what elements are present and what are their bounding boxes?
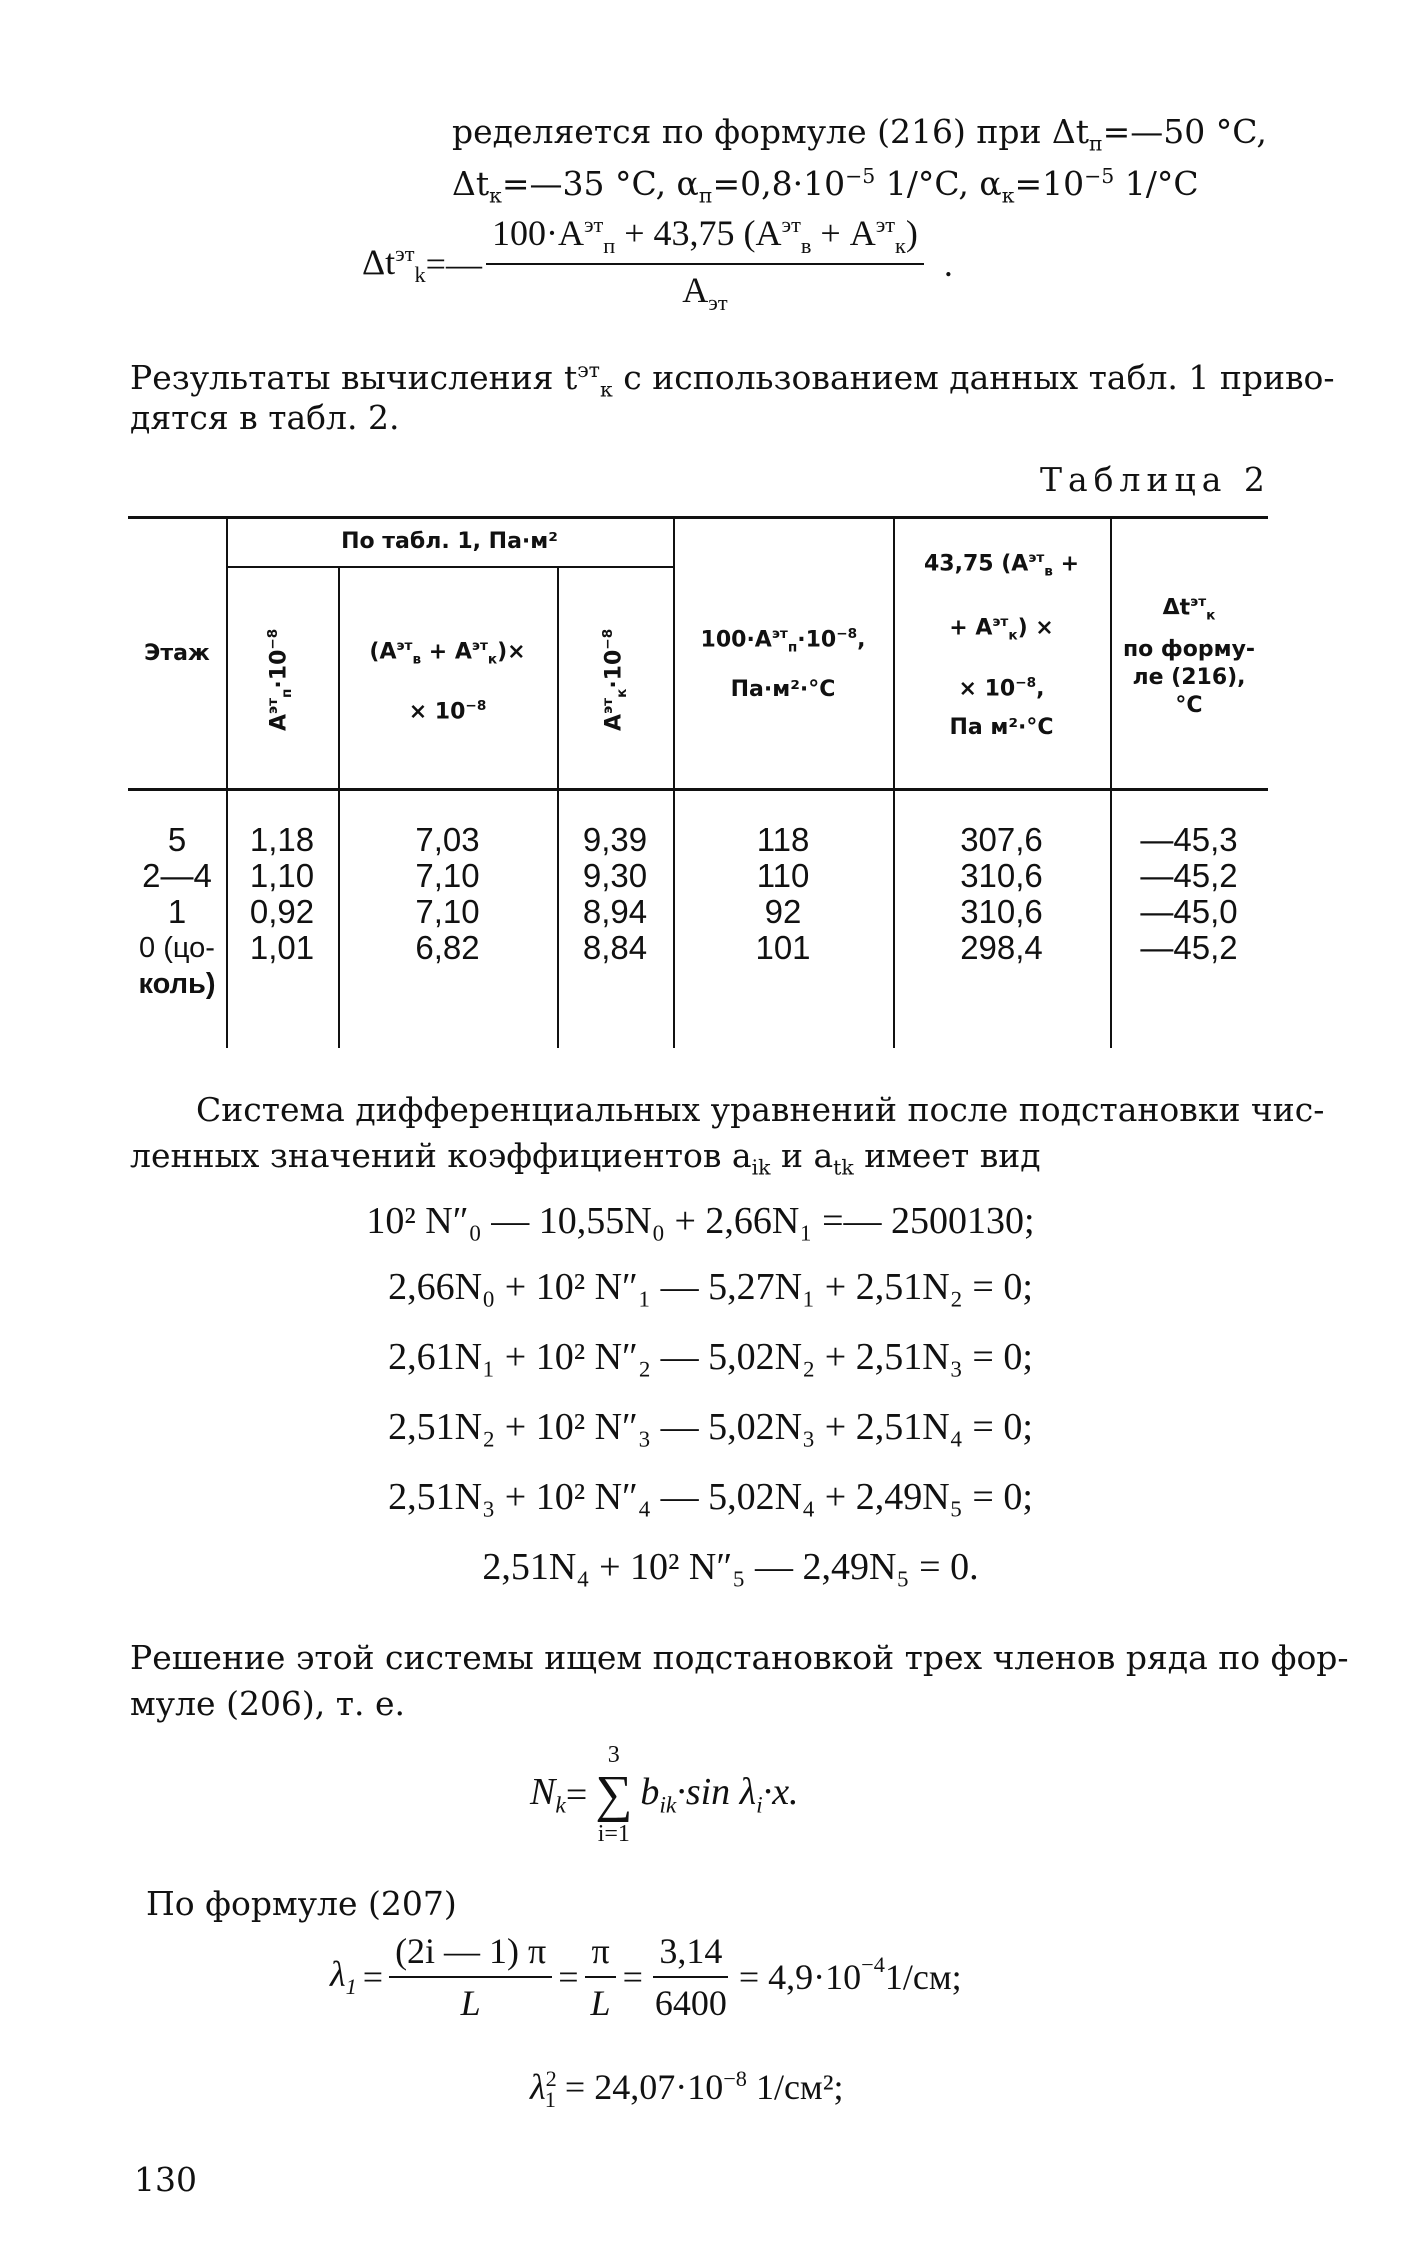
table-row-1-col4: 118 [756,821,810,858]
table-row-1-col3: 9,39 [582,821,648,858]
table-caption: Таблица 2 [1040,460,1271,499]
equation-4: 2,51N₂ + 10² N″₃ — 5,02N₃ + 2,51N₄ = 0; [388,1406,1033,1448]
system-paragraph-line-1: Система дифференциальных уравнений после подстановки чис- [196,1090,1325,1129]
table-row-3-col4: 92 [764,893,802,930]
table-row-4-col3: 8,84 [582,929,648,966]
table-row-2-col6: —45,2 [1140,857,1238,894]
main-formula-fraction: $\frac{100\cdot A^{эт}_п + 43,75 (A^{эт}_в + A^{эт}_к)}{A_{эт}}$ [486,212,924,316]
results-paragraph-line-2: дятся в табл. 2. [130,398,400,437]
table-row-4-col6: —45,2 [1140,929,1238,966]
table-row-4-col5: 298,4 [960,929,1043,966]
table-row-4-col2: 6,82 [415,929,480,966]
header-floor: Этаж [144,641,210,666]
intro-line-2: $\Delta t_к=—35$ °C, $\alpha_п=0,8\cdot 10^{-5}$ 1/°C, $\alpha_к=10^{-5}$ 1/°C [452,164,1199,208]
table-row-4-col1: 1,01 [249,929,315,966]
equation-6: 2,51N₄ + 10² N″₅ — 2,49N₅ = 0. [482,1546,979,1588]
sigma-symbol: 3 ∑ i=1 [595,1742,633,1847]
table-group-rule [226,566,674,568]
lambda1-fraction-1: $\frac{(2i — 1) \pi}{L}$ [389,1930,552,2024]
main-formula: $\Delta t^{эт}_k$ =— $\frac{100\cdot A^{эт}_п + 43,75 (A^{эт}_в + A^{эт}_к)}{A_{эт}}$ . [362,212,953,316]
table-row-1-col2: 7,03 [415,821,480,858]
table-top-rule [128,516,1268,519]
lambda1-squared-formula: $\lambda^2_1 = 24,07\cdot 10^{-8}$ 1/см²; [530,2066,844,2113]
table-row-3-col2: 7,10 [415,893,480,930]
table-vline-3 [557,566,559,1048]
header-col5: 43,75 ($A^{эт}_в$ + + $A^{эт}_к$) × × $10^{-8}$, Па м²·°C [923,550,1080,740]
header-col1: $A^{эт}_п\cdot 10^{-8}$ [265,628,295,732]
table-row-1-col5: 307,6 [960,821,1043,858]
table-row-2-floor: 2—4 [142,857,212,894]
table-row-2-col2: 7,10 [415,857,480,894]
table-row-4-floor-cont: коль) [138,968,216,1000]
results-paragraph-line-1: Результаты вычисления $t^{эт}_к$ с использованием данных табл. 1 приво- [130,358,1335,402]
table-row-2-col5: 310,6 [960,857,1043,894]
table-row-4-floor: 0 (цо- [139,932,215,964]
by-formula-label: По формуле (207) [146,1884,457,1923]
equation-1: 10² N″₀ — 10,55N₀ + 2,66N₁ =— 2500130; [366,1200,1035,1242]
table-row-3-col6: —45,0 [1140,893,1238,930]
intro-line-1: ределяется по формуле (216) при $\Delta t_п=—50$ °C, [452,112,1267,156]
lambda1-formula: $\lambda_1$ = $\frac{(2i — 1) \pi}{L}$ = $\frac{\pi}{L}$ = $\frac{3,14}{6400}$ = 4,9·10 $^{-4}$ 1/см; [330,1931,962,2023]
page-number: 130 [134,2160,197,2199]
lambda1-fraction-2: $\frac{\pi}{L}$ [585,1930,617,2024]
table-header-rule [128,788,1268,791]
table-row-1-col1: 1,18 [249,821,315,858]
equation-5: 2,51N₃ + 10² N″₄ — 5,02N₄ + 2,49N₅ = 0; [388,1476,1033,1518]
solution-paragraph-line-1: Решение этой системы ищем подстановкой трех членов ряда по фор- [130,1638,1349,1677]
header-col2: $(A^{эт}_в + A^{эт}_к)\times$ × $10^{-8}$ [369,638,526,725]
table-row-2-col4: 110 [756,857,810,894]
table-row-3-floor: 1 [167,893,187,930]
table-row-2-col1: 1,10 [249,857,315,894]
table-row-2-col3: 9,30 [582,857,648,894]
equation-3: 2,61N₁ + 10² N″₂ — 5,02N₂ + 2,51N₃ = 0; [388,1336,1033,1378]
system-paragraph-line-2: ленных значений коэффициентов $a_{ik}$ и $a_{tk}$ имеет вид [130,1136,1041,1180]
solution-paragraph-line-2: муле (206), т. е. [130,1684,406,1723]
table-row-3-col5: 310,6 [960,893,1043,930]
header-group: По табл. 1, Па·м² [341,529,558,554]
table-row-4-col4: 101 [755,929,811,966]
table-row-1-floor: 5 [167,821,187,858]
header-col6: $\Delta t^{эт}_к$ по форму- ле (216), °C [1122,594,1256,718]
table-vline-4 [673,518,675,1048]
table-row-3-col1: 0,92 [249,893,315,930]
table-row-1-col6: —45,3 [1140,821,1238,858]
lambda1-fraction-3: $\frac{3,14}{6400}$ [654,1931,727,2023]
sum-formula: $N_k$ = 3 ∑ i=1 $b_{ik}\cdot\sin$ $\lambda_i\cdot x$. [530,1742,799,1847]
header-col4: $100\cdot A^{эт}_п\cdot 10^{-8}$, Па·м²·°C [700,626,866,702]
header-col3: $A^{эт}_к\cdot 10^{-8}$ [600,628,630,731]
table-row-3-col3: 8,94 [582,893,648,930]
equation-2: 2,66N₀ + 10² N″₁ — 5,27N₁ + 2,51N₂ = 0; [388,1266,1033,1308]
